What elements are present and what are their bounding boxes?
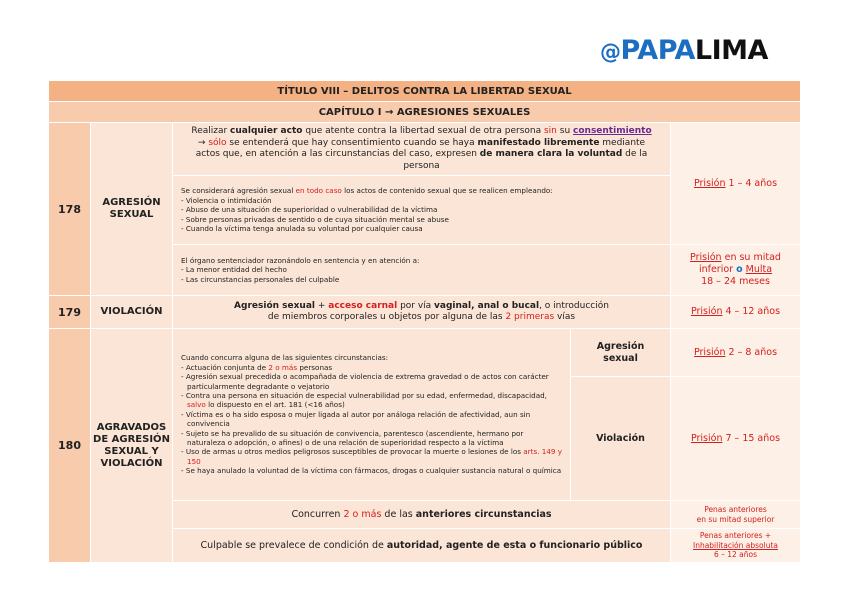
chapter-header: CAPÍTULO I → AGRESIONES SEXUALES [49, 102, 801, 123]
penalty-prison: Prisión [690, 306, 723, 317]
list-item: - Cuando la víctima tenga anulada su voluntad por cualquier causa [181, 224, 423, 234]
list-item: - La menor entidad del hecho [181, 265, 287, 275]
list-item: - Violencia o intimidación [181, 195, 272, 205]
circ-red: arts. 149 y 150 [187, 447, 563, 466]
auth-text: Culpable se prevalece de condición de [200, 540, 387, 551]
def-text: , o introducción [539, 300, 609, 311]
subtype-violacion: Violación [571, 377, 671, 501]
logo-lima: LIMA [694, 35, 768, 66]
sub1-l2: sexual [603, 352, 638, 364]
cons-intro: Se considerará agresión sexual [181, 186, 296, 196]
def-text: de miembros corporales u objetos por alguna de las [267, 312, 506, 322]
penalty-180-concurrence [671, 501, 801, 529]
list-item: - Sujeto se ha prevalido de su situación de convivencia, parentesco (ascendiente, hermano por naturaleza o adopción, o afines) o de una relación de superioridad respecto a la víctima [181, 428, 524, 448]
def-text: su [556, 126, 574, 136]
name-180-l2: DE AGRESIÓN [93, 433, 170, 445]
penalty-l1: Penas anteriores + [699, 531, 772, 541]
penalty-years: 2 – 8 años [725, 346, 778, 358]
penalty-179 [671, 296, 801, 329]
cons-red: en todo caso [295, 186, 342, 196]
name-180-l4: VIOLACIÓN [100, 457, 163, 469]
def-consent: consentimiento [573, 126, 652, 136]
definition-178 [173, 123, 671, 176]
article-number-179: 179 [49, 296, 91, 329]
sub1-l1: Agresión [596, 340, 645, 352]
def-bold: manifestado libremente [477, 137, 600, 148]
article-number-180: 180 [49, 329, 91, 563]
def-bold: de manera clara la voluntad [479, 149, 623, 159]
circ-red: salvo [187, 400, 206, 410]
penalty-l2: en su mitad superior [696, 514, 775, 524]
penalty-years: 7 – 15 años [722, 432, 781, 444]
penalty-years: 1 – 4 años [725, 177, 778, 189]
name-178-l2: SEXUAL [109, 209, 154, 220]
list-item: - Víctima es o ha sido esposa o mujer ligada al autor por análoga relación de afectividad, aun sin convivencia [181, 409, 531, 429]
def-text: por vía [397, 300, 435, 311]
subtype-agresion-sexual [571, 329, 671, 377]
circ-text: - Uso de armas u otros medios peligrosos susceptibles de provocar la muerte o lesiones de los [181, 447, 524, 457]
name-178-l1: AGRESIÓN [102, 197, 161, 208]
papalima-logo [600, 37, 768, 64]
penalty-l3: 6 – 12 años [713, 550, 758, 560]
penalty-180-authority [671, 529, 801, 563]
list-item: - Agresión sexual precedida o acompañada de violencia de extrema gravedad o de actos con carácter particularmente degradante o vejatorio [181, 372, 549, 391]
judge-intro: El órgano sentenciador razonándolo en sentencia y en atención a: [181, 255, 420, 265]
article-name-178 [91, 123, 173, 296]
penalty-years: 4 – 12 años [722, 306, 781, 317]
def-red: 2 primeras [505, 312, 555, 322]
def-bold: Agresión sexual [234, 300, 315, 311]
list-item: - Abuso de una situación de superioridad o vulnerabilidad de la víctima [181, 205, 438, 215]
penalty-prison: Prisión [690, 252, 722, 263]
concurrence-180 [173, 501, 671, 529]
circ-text: personas [297, 362, 333, 372]
name-180-l3: SEXUAL Y [104, 445, 159, 457]
penalty-178 [671, 123, 801, 245]
circ-text: lo dispuesto en el art. 181 (<16 años) [205, 400, 345, 410]
offenses-table [48, 80, 801, 563]
considerations-178 [173, 176, 671, 245]
article-name-180 [91, 329, 173, 563]
penalty-prison: Prisión [693, 346, 726, 358]
concur-red: 2 o más [343, 509, 382, 520]
article-number-178: 178 [49, 123, 91, 296]
penalty-l2: Inhabilitación absoluta [692, 540, 779, 550]
penalty-prison: Prisión [693, 177, 726, 189]
penalty-text: en su mitad [721, 252, 781, 263]
judge-criteria-178 [173, 245, 671, 296]
concur-text: de las [381, 509, 416, 520]
circ-red: 2 o más [268, 362, 298, 372]
list-item [181, 447, 562, 466]
title-header: TÍTULO VIII – DELITOS CONTRA LA LIBERTAD SEXUAL [49, 81, 801, 102]
scheme-document [48, 80, 800, 563]
def-red: sin [543, 126, 557, 136]
def-text: de la persona [403, 149, 648, 171]
def-bold: vaginal, anal o bucal [434, 300, 540, 311]
article-name-179: VIOLACIÓN [91, 296, 173, 329]
concur-bold: anteriores circunstancias [415, 509, 552, 520]
list-item [181, 391, 562, 410]
penalty-text: inferior [698, 264, 737, 275]
def-text: que atente contra la libertad sexual de otra persona [302, 126, 544, 136]
authority-180 [173, 529, 671, 563]
def-red: acceso carnal [328, 300, 398, 311]
penalty-fine: Multa [745, 264, 773, 275]
name-180-l1: AGRAVADOS [96, 421, 167, 433]
list-item [181, 363, 562, 372]
list-item: - Sobre personas privadas de sentido o de cuya situación mental se abuse [181, 214, 449, 224]
def-text: Realizar [191, 126, 231, 136]
def-red: sólo [208, 137, 227, 148]
def-text: se entenderá que hay consentimiento cuando se haya [226, 137, 478, 148]
circ-text: - Contra una persona en situación de especial vulnerabilidad por su edad, enfermedad, discapacidad, [181, 390, 547, 400]
penalty-180-violacion [671, 377, 801, 501]
penalty-l1: Penas anteriores [704, 505, 767, 514]
auth-bold: autoridad, agente de esta o funcionario público [386, 540, 643, 551]
penalty-or: o [736, 264, 743, 275]
concur-text: Concurren [291, 509, 344, 520]
penalty-prison: Prisión [690, 432, 723, 444]
circ-intro: Cuando concurra alguna de las siguientes circunstancias: [181, 353, 389, 363]
def-arrow: → [197, 137, 209, 148]
penalty-180-agresion [671, 329, 801, 377]
def-text: mediante actos que, en atención a las circunstancias del caso, expresen [195, 137, 646, 159]
logo-at: @ [600, 40, 621, 64]
list-item: - Se haya anulado la voluntad de la víctima con fármacos, drogas o cualquier sustancia natural o química [181, 466, 562, 476]
definition-179 [173, 296, 671, 329]
def-text: vías [554, 312, 576, 322]
penalty-months: 18 – 24 meses [701, 276, 770, 287]
logo-papa: PAPA [620, 35, 695, 66]
cons-intro: los actos de contenido sexual que se realicen empleando: [341, 186, 553, 196]
circ-text: - Actuación conjunta de [181, 362, 269, 372]
circumstances-180 [173, 329, 571, 501]
list-item: - Las circunstancias personales del culpable [181, 274, 340, 284]
penalty-178-reduced [671, 245, 801, 296]
def-bold: cualquier acto [230, 126, 303, 136]
def-text: + [315, 300, 329, 311]
